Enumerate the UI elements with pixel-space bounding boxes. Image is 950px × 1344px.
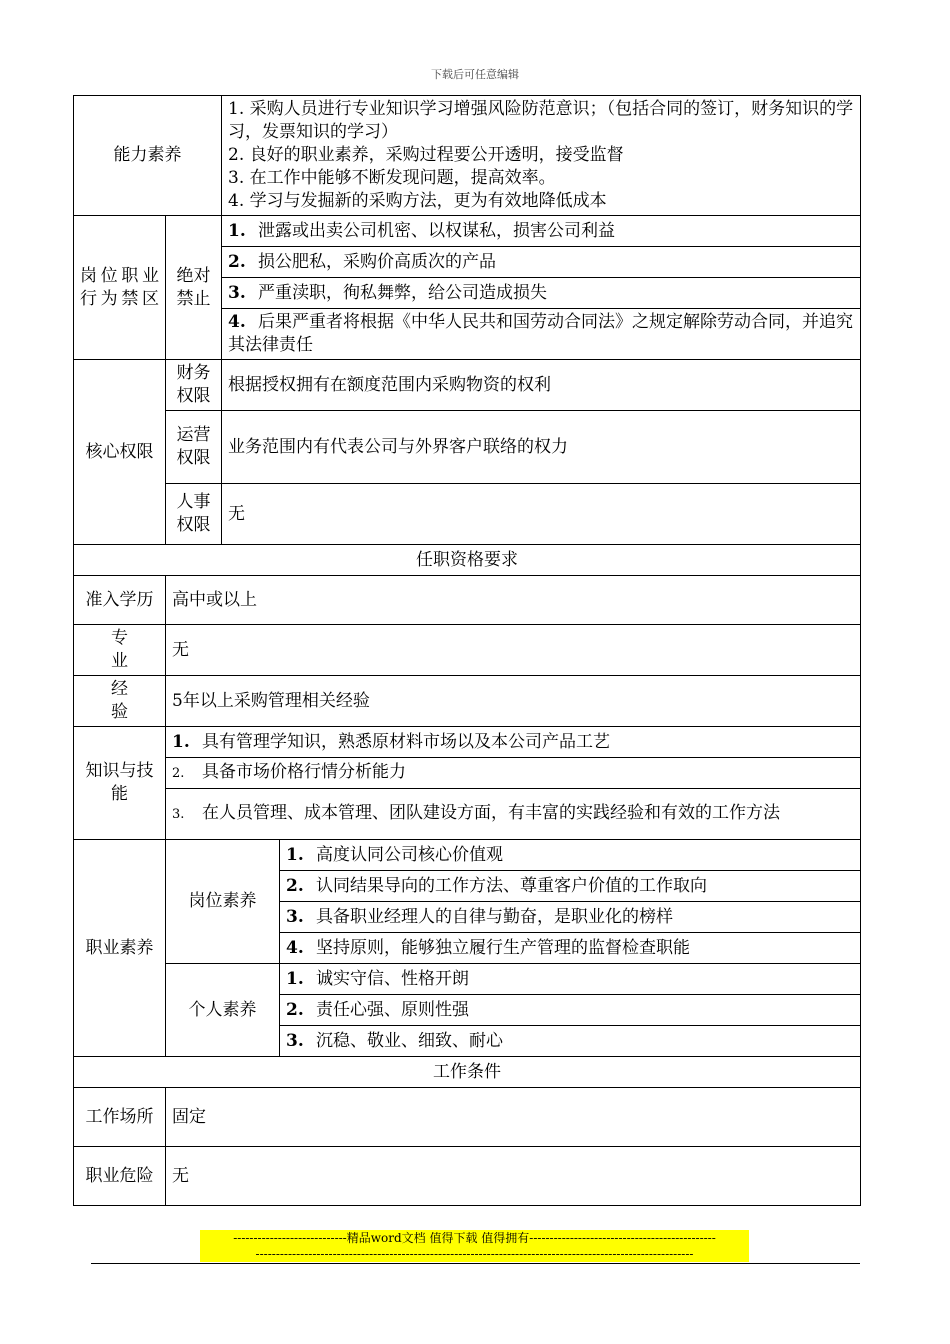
experience-label: 经验	[74, 676, 166, 727]
forbidden-item-2: 2. 损公肥私，采购价高质次的产品	[222, 247, 861, 278]
authority-label: 核心权限	[74, 360, 166, 545]
position-quality-item-3: 3. 具备职业经理人的自律与勤奋，是职业化的榜样	[280, 902, 861, 933]
skills-row-1	[74, 727, 861, 758]
ability-line-2: 2. 良好的职业素养，采购过程要公开透明，接受监督	[228, 145, 624, 165]
personal-quality-item-2: 2. 责任心强、原则性强	[280, 995, 861, 1026]
authority-text-2: 业务范围内有代表公司与外界客户联络的权力	[222, 411, 861, 484]
authority-type-1: 财务权限	[166, 360, 222, 411]
footer-line-2: ------------------------------------------------------------------------------------------------------------	[255, 1247, 694, 1261]
place-value: 固定	[166, 1088, 861, 1147]
quality-row-5	[74, 964, 861, 995]
major-row	[74, 625, 861, 676]
quality-label: 职业素养	[74, 840, 166, 1057]
personal-quality-item-3: 3. 沉稳、敬业、细致、耐心	[280, 1026, 861, 1057]
ability-line-4: 4. 学习与发掘新的采购方法，更为有效地降低成本	[228, 191, 607, 211]
skills-item-3: 3. 在人员管理、成本管理、团队建设方面，有丰富的实践经验和有效的工作方法	[166, 789, 861, 840]
authority-type-2: 运营权限	[166, 411, 222, 484]
page-header: 下载后可任意编辑	[431, 68, 519, 81]
authority-text-3: 无	[222, 484, 861, 545]
ability-line-1: 1. 采购人员进行专业知识学习增强风险防范意识；（包括合同的签订，财务知识的学习，发票知识的学习）	[228, 99, 854, 142]
forbidden-item-3: 3. 严重渎职，徇私舞弊，给公司造成损失	[222, 278, 861, 309]
footer-divider	[91, 1263, 860, 1264]
position-quality-label: 岗位素养	[166, 840, 280, 964]
experience-row	[74, 676, 861, 727]
position-quality-item-1: 1. 高度认同公司核心价值观	[280, 840, 861, 871]
quality-row-1	[74, 840, 861, 871]
footer-banner	[200, 1230, 749, 1262]
forbidden-label: 岗位职业行为禁区	[74, 216, 166, 360]
place-row	[74, 1088, 861, 1147]
major-label: 专业	[74, 625, 166, 676]
hazard-label: 职业危险	[74, 1147, 166, 1206]
personal-quality-item-1: 1. 诚实守信、性格开朗	[280, 964, 861, 995]
personal-quality-label: 个人素养	[166, 964, 280, 1057]
major-value: 无	[166, 625, 861, 676]
ability-content	[222, 96, 861, 216]
place-label: 工作场所	[74, 1088, 166, 1147]
skills-item-2: 2. 具备市场价格行情分析能力	[166, 758, 861, 789]
skills-row-3	[74, 789, 861, 840]
authority-row-2	[74, 411, 861, 484]
position-quality-item-2: 2. 认同结果导向的工作方法、尊重客户价值的工作取向	[280, 871, 861, 902]
authority-type-3: 人事权限	[166, 484, 222, 545]
job-description-table	[73, 95, 861, 1206]
skills-label: 知识与技能	[74, 727, 166, 840]
experience-value: 5年以上采购管理相关经验	[166, 676, 861, 727]
hazard-value: 无	[166, 1147, 861, 1206]
skills-item-1: 1. 具有管理学知识，熟悉原材料市场以及本公司产品工艺	[166, 727, 861, 758]
forbidden-item-1: 1. 泄露或出卖公司机密、以权谋私，损害公司利益	[222, 216, 861, 247]
ability-line-3: 3. 在工作中能够不断发现问题，提高效率。	[228, 168, 556, 188]
education-label: 准入学历	[74, 576, 166, 625]
hazard-row	[74, 1147, 861, 1206]
authority-text-1: 根据授权拥有在额度范围内采购物资的权利	[222, 360, 861, 411]
qualification-title-row	[74, 545, 861, 576]
ability-row	[74, 96, 861, 216]
forbidden-row-1	[74, 216, 861, 247]
position-quality-item-4: 4. 坚持原则，能够独立履行生产管理的监督检查职能	[280, 933, 861, 964]
conditions-title-row	[74, 1057, 861, 1088]
authority-row-3	[74, 484, 861, 545]
skills-row-2	[74, 758, 861, 789]
qualification-title: 任职资格要求	[74, 545, 861, 576]
ability-label: 能力素养	[74, 96, 222, 216]
education-value: 高中或以上	[166, 576, 861, 625]
forbidden-item-4: 4. 后果严重者将根据《中华人民共和国劳动合同法》之规定解除劳动合同，并追究其法律责任	[222, 309, 861, 360]
education-row	[74, 576, 861, 625]
conditions-title: 工作条件	[74, 1057, 861, 1088]
authority-row-1	[74, 360, 861, 411]
footer-line-1: ----------------------------精品word文档 值得下载 值得拥有----------------------------------------------	[233, 1231, 716, 1245]
forbidden-sub-label: 绝对禁止	[166, 216, 222, 360]
